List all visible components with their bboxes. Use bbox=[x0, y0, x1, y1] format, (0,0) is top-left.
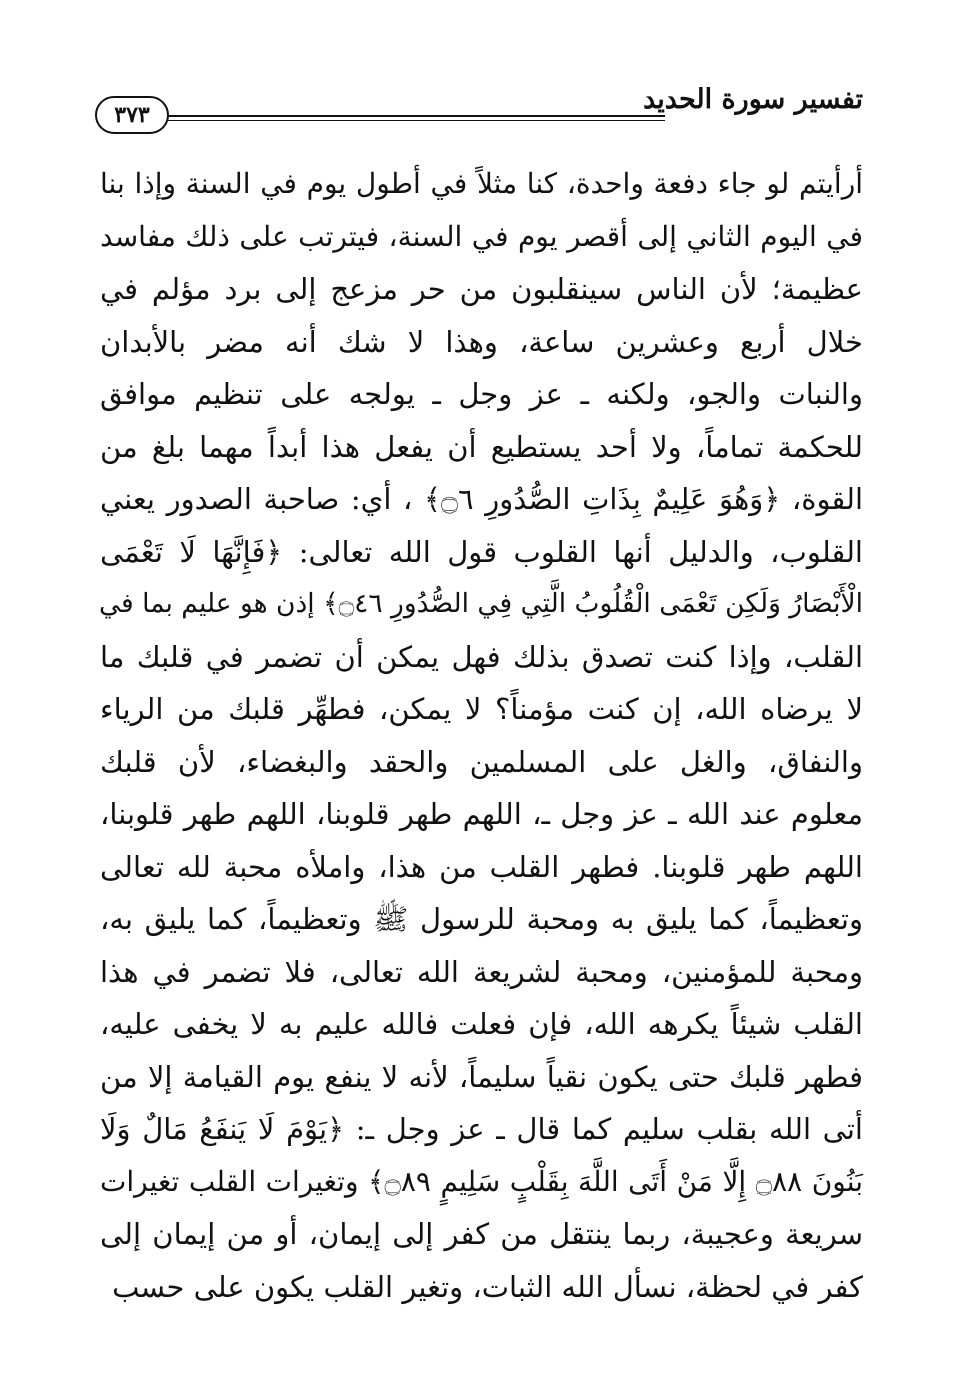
page-header bbox=[95, 78, 863, 128]
body-text bbox=[100, 158, 863, 1313]
text-line: القلب شيئاً يكرهه الله، فإن فعلت فالله عليم به لا يخفى عليه، bbox=[100, 1007, 863, 1041]
text-line: معلوم عند الله ـ عز وجل ـ، اللهم طهر قلوبنا، اللهم طهر قلوبنا، bbox=[100, 797, 863, 831]
text-line: ومحبة للمؤمنين، ومحبة لشريعة الله تعالى، فلا تضمر في هذا bbox=[100, 954, 863, 989]
text-line: فطهر قلبك حتى يكون نقياً سليماً، لأنه لا ينفع يوم القيامة إلا من bbox=[100, 1059, 863, 1094]
text-line: اللهم طهر قلوبنا. فطهر القلب من هذا، واملأه محبة لله تعالى bbox=[100, 849, 863, 884]
text-line: أتى الله بقلب سليم كما قال ـ عز وجل ـ: ﴿يَوْمَ لَا يَنفَعُ مَالٌ وَلَا bbox=[100, 1112, 863, 1146]
text-line: سريعة وعجيبة، ربما ينتقل من كفر إلى إيمان، أو من إيمان إلى bbox=[100, 1217, 863, 1251]
text-line: خلال أربع وعشرين ساعة، وهذا لا شك أنه مضر بالأبدان bbox=[100, 324, 863, 359]
text-line: كفر في لحظة، نسأل الله الثبات، وتغير القلب يكون على حسب bbox=[112, 1269, 863, 1304]
text-line: القوة، ﴿وَهُوَ عَلِيمٌ بِذَاتِ الصُّدُورِ ۝٦﴾ ، أي: صاحبة الصدور يعني bbox=[100, 482, 863, 516]
text-line: في اليوم الثاني إلى أقصر يوم في السنة، فيترتب على ذلك مفاسد bbox=[100, 219, 863, 253]
chapter-title: تفسير سورة الحديد bbox=[643, 84, 863, 115]
text-line: القلوب، والدليل أنها القلوب قول الله تعالى: ﴿فَإِنَّهَا لَا تَعْمَى bbox=[100, 534, 863, 569]
text-line: الْأَبْصَارُ وَلَكِن تَعْمَى الْقُلُوبُ الَّتِي فِي الصُّدُورِ ۝٤٦﴾ إذن هو عليم بما في bbox=[98, 588, 863, 619]
page-number-badge: ٣٧٣ bbox=[95, 96, 169, 134]
text-line: والنبات والجو، ولكنه ـ عز وجل ـ يولجه على تنظيم موافق bbox=[100, 377, 863, 411]
text-line: للحكمة تماماً، ولا أحد يستطيع أن يفعل هذا أبداً مهما بلغ من bbox=[100, 429, 863, 464]
text-line: القلب، وإذا كنت تصدق بذلك فهل يمكن أن تضمر في قلبك ما bbox=[100, 639, 863, 674]
text-line: لا يرضاه الله، إن كنت مؤمناً؟ لا يمكن، فطهِّر قلبك من الرياء bbox=[100, 692, 863, 726]
header-rule bbox=[167, 115, 665, 121]
text-line: والنفاق، والغل على المسلمين والحقد والبغضاء، لأن قلبك bbox=[100, 744, 863, 779]
text-line: عظيمة؛ لأن الناس سينقلبون من حر مزعج إلى برد مؤلم في bbox=[100, 272, 863, 306]
text-line: بَنُونَ ۝٨٨ إِلَّا مَنْ أَتَى اللَّهَ بِقَلْبٍ سَلِيمٍ ۝٨٩﴾ وتغيرات القلب تغيرات bbox=[100, 1164, 864, 1198]
text-line: أرأيتم لو جاء دفعة واحدة، كنا مثلاً في أطول يوم في السنة وإذا بنا bbox=[100, 167, 863, 200]
text-line: وتعظيماً، كما يليق به ومحبة للرسول ﷺ وتعظيماً، كما يليق به، bbox=[100, 902, 863, 936]
